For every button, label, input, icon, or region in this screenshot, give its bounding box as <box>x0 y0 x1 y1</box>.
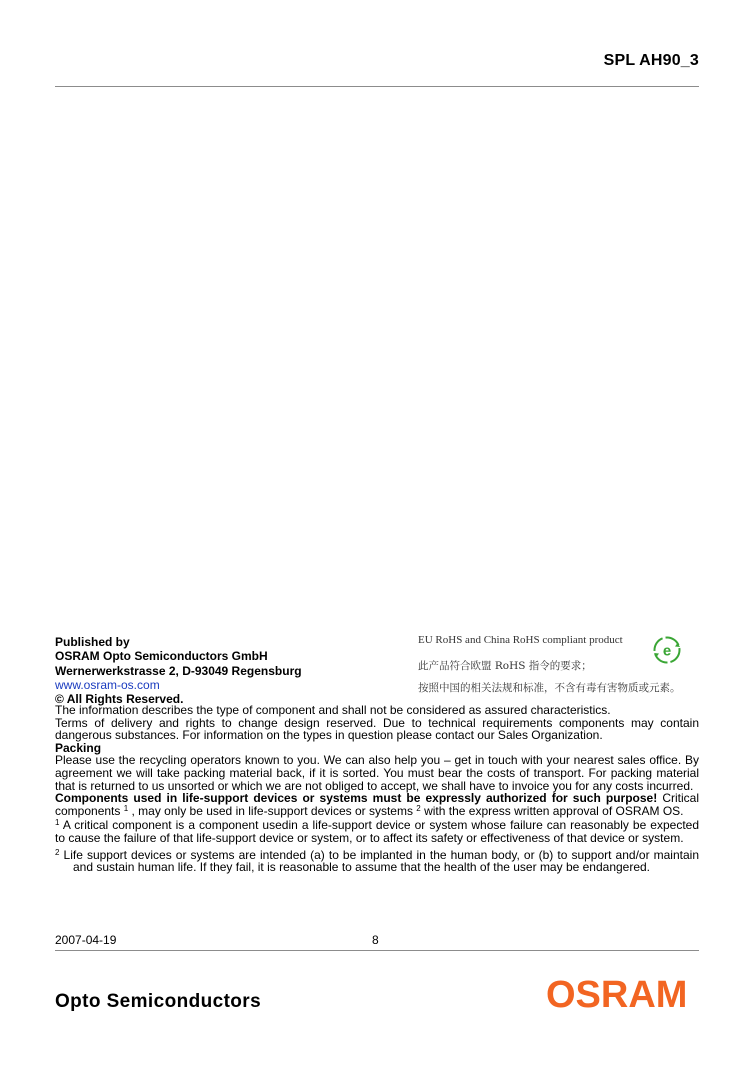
life-support-text-a: Critical components <box>55 791 699 818</box>
footer-divider <box>55 950 699 951</box>
footnote-1 <box>55 819 699 844</box>
life-support-bold: Components used in life-support devices or systems must be expressly authorized for such purpose! <box>55 791 658 806</box>
published-by-label: Published by <box>55 635 130 649</box>
life-support-paragraph <box>55 792 699 817</box>
header-divider <box>55 86 699 87</box>
footnote-2 <box>55 849 699 874</box>
document-header-title: SPL AH90_3 <box>603 52 699 69</box>
life-support-text-c: with the express written approval of OSRAM OS. <box>420 803 684 818</box>
footnote-2-text: Life support devices or systems are intended (a) to be implanted in the human body, or (b) to support and/or maintain and sustain human life. If they fail, it is reasonable to assume that the health of the user may be endangered. <box>59 847 699 875</box>
footnote-1-text: A critical component is a component usedin a life-support device or system whose failure can reasonably be expected to cause the failure of that life-support device or system, or to affect its safety or effectiveness of that device or system. <box>55 818 699 845</box>
packing-text: Please use the recycling operators known to you. We can also help you – get in touch with your nearest sales office. By agreement we will take packing material back, if it is sorted. You must bear the costs of transport. For packing material that is returned to us unsorted or which we are not obliged to accept, we shall have to invoice you for any costs incurred. <box>55 753 699 793</box>
publisher-block <box>55 635 395 706</box>
footnote-ref-2: 2 <box>416 803 421 813</box>
footnote-1-mark: 1 <box>55 818 60 828</box>
footer-brand-text: Opto Semiconductors <box>55 991 262 1012</box>
osram-logo: OSRAM <box>546 974 688 1016</box>
publisher-name: OSRAM Opto Semiconductors GmbH <box>55 649 268 664</box>
publisher-address: Wernerwerkstrasse 2, D-93049 Regensburg <box>55 663 302 678</box>
disclaimer-characteristics: The information describes the type of component and shall not be considered as assured characteristics. <box>55 703 611 717</box>
life-support-text-b: , may only be used in life-support devices or systems <box>128 803 417 818</box>
footer-date: 2007-04-19 <box>55 933 117 947</box>
packing-heading: Packing <box>55 740 102 755</box>
publisher-website-link[interactable]: www.osram-os.com <box>55 677 160 692</box>
rohs-english-text: EU RoHS and China RoHS compliant product <box>418 634 623 646</box>
disclaimer-terms: Terms of delivery and rights to change design reserved. Due to technical requirements components may contain dangerous substances. For information on the types in question please contact our Sales Organization. <box>55 715 699 743</box>
footnote-2-mark: 2 <box>55 847 60 857</box>
page-number: 8 <box>372 933 379 947</box>
rohs-icon-letter: e <box>662 642 672 660</box>
disclaimer-body <box>55 704 699 874</box>
rohs-chinese-line-2: 按照中国的相关法规和标准，不含有毒有害物质或元素。 <box>418 682 681 694</box>
rohs-e-icon <box>653 636 681 664</box>
all-rights-reserved: © All Rights Reserved. <box>55 692 184 707</box>
rohs-chinese-line-1: 此产品符合欧盟 RoHS 指令的要求； <box>418 660 592 672</box>
footnote-ref-1: 1 <box>123 803 129 813</box>
